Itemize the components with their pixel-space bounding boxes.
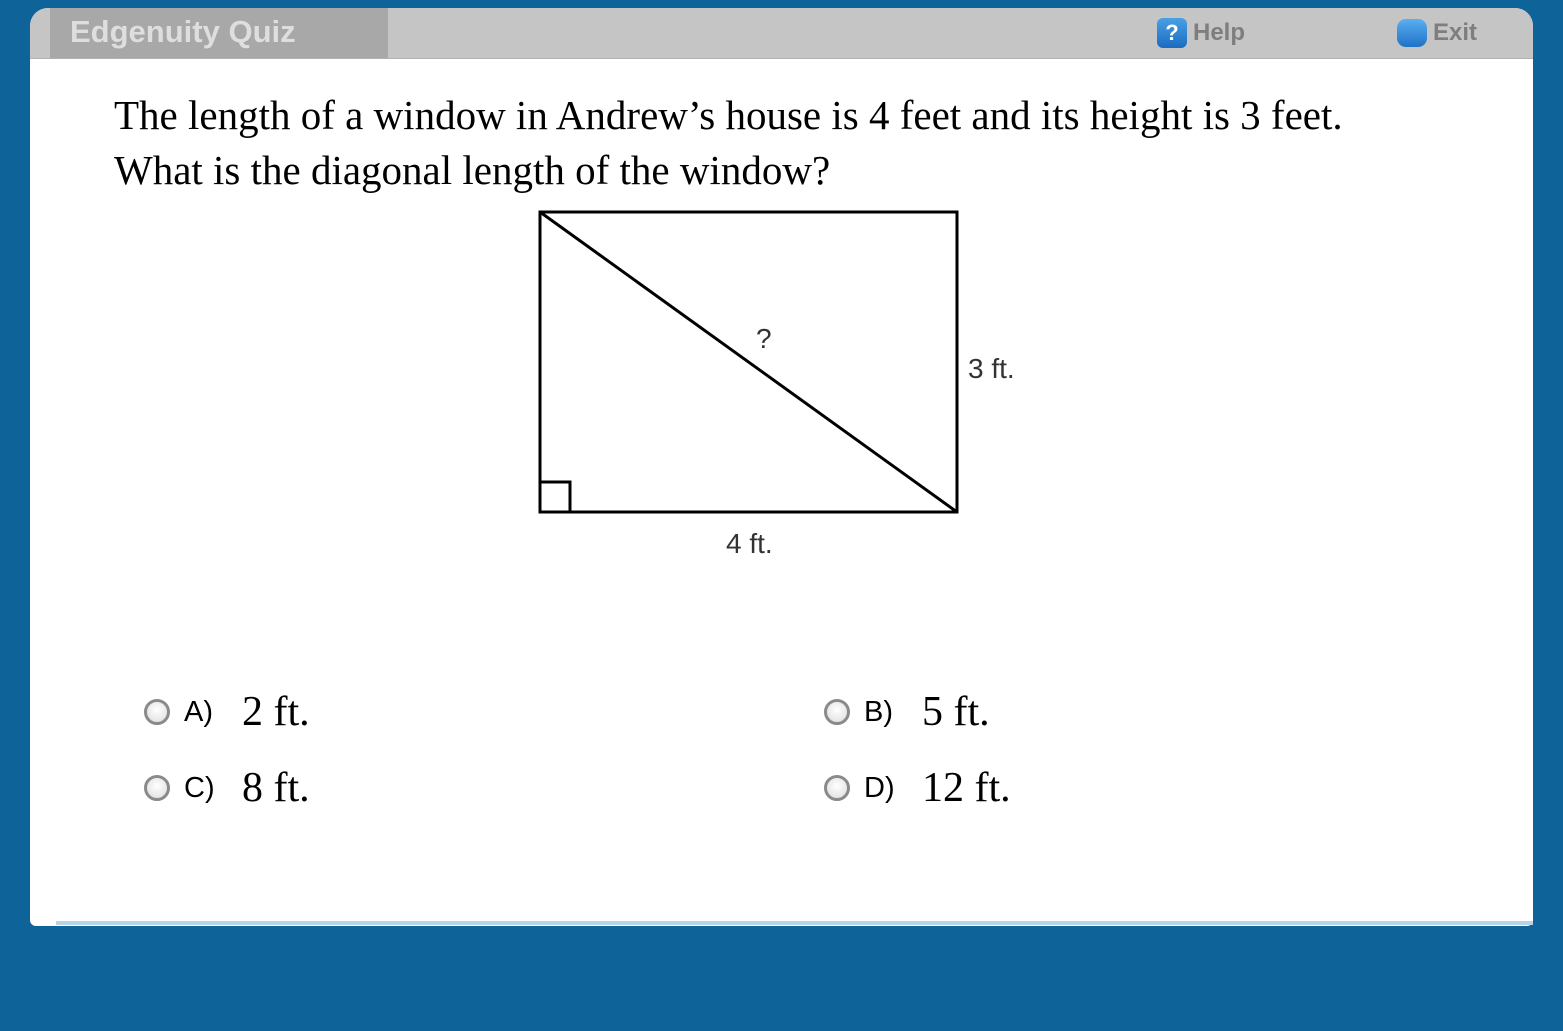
answer-option-b[interactable] xyxy=(824,689,990,735)
diagonal-label: ? xyxy=(756,323,772,354)
diagonal-line xyxy=(540,212,957,512)
question-line-1: The length of a window in Andrew’s house is 4 feet and its height is 3 feet. xyxy=(114,92,1343,138)
answer-option-d[interactable] xyxy=(824,765,1011,811)
radio-b[interactable] xyxy=(824,699,850,725)
toolbar xyxy=(30,8,1533,59)
answer-option-a[interactable] xyxy=(144,689,310,735)
exit-label: Exit xyxy=(1433,19,1478,46)
help-label: Help xyxy=(1193,19,1246,46)
answer-letter-b: B) xyxy=(864,695,893,728)
width-label: 4 ft. xyxy=(726,528,773,559)
frame-bottom-edge xyxy=(56,921,1533,925)
answer-text-c: 8 ft. xyxy=(242,765,310,811)
answer-letter-a: A) xyxy=(184,695,213,728)
answer-letter-c: C) xyxy=(184,771,215,804)
radio-c[interactable] xyxy=(144,775,170,801)
right-angle-marker xyxy=(540,482,570,512)
quiz-window xyxy=(30,8,1533,926)
question-line-2: What is the diagonal length of the window? xyxy=(114,147,831,193)
answer-text-d: 12 ft. xyxy=(922,765,1011,811)
height-label: 3 ft. xyxy=(968,353,1015,384)
answer-letter-d: D) xyxy=(864,771,895,804)
answer-text-b: 5 ft. xyxy=(922,689,990,735)
radio-d[interactable] xyxy=(824,775,850,801)
exit-icon xyxy=(1397,19,1427,47)
exit-button[interactable] xyxy=(1397,18,1477,48)
answer-text-a: 2 ft. xyxy=(242,689,310,735)
help-button[interactable] xyxy=(1157,18,1245,48)
radio-a[interactable] xyxy=(144,699,170,725)
window-diagram xyxy=(538,208,1068,583)
question-text xyxy=(114,88,1514,198)
diagram-svg xyxy=(538,208,1068,578)
quiz-title: Edgenuity Quiz xyxy=(70,14,296,49)
answer-option-c[interactable] xyxy=(144,765,310,811)
help-icon: ? xyxy=(1157,18,1187,48)
